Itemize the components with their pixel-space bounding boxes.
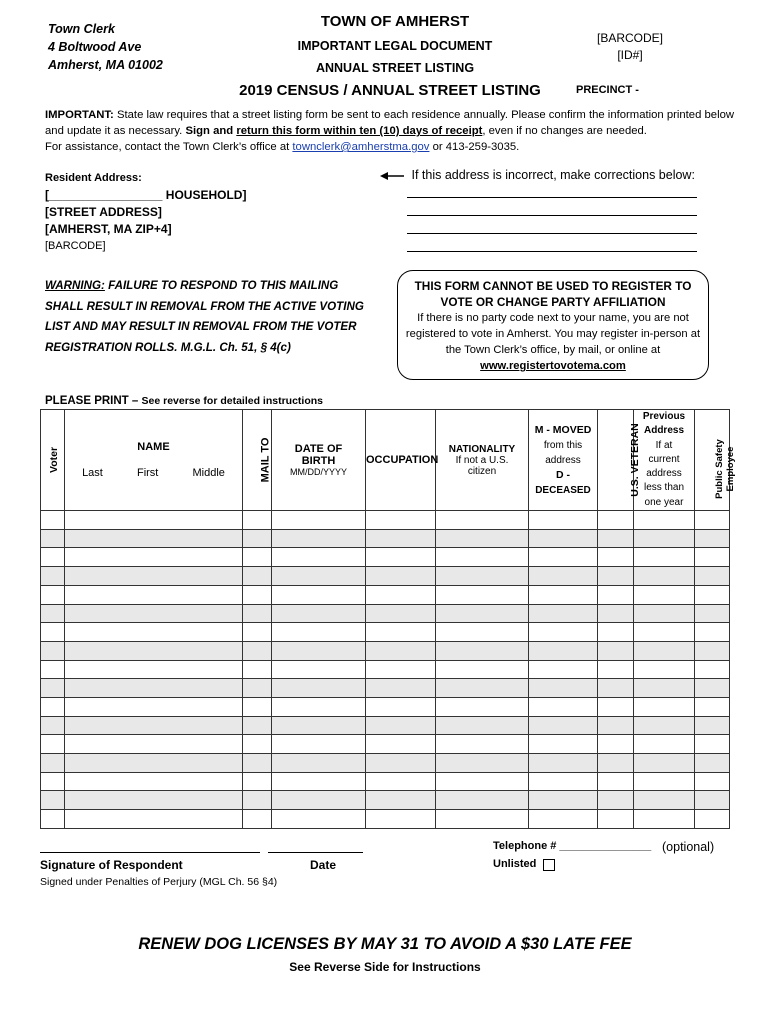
col-previous-address: [634, 410, 695, 511]
left-arrow-icon: [380, 171, 404, 181]
table-row[interactable]: [41, 641, 730, 660]
clerk-city: Amherst, MA 01002: [48, 58, 163, 72]
resident-table: [40, 409, 736, 829]
dob-label-2: BIRTH: [301, 455, 336, 468]
voter-label: Voter: [48, 447, 61, 474]
notice-body: If there is no party code next to your name, you are not registered to vote in Amherst. You may register in-person at the Town Clerk’s office, by mail, or online at: [405, 312, 701, 356]
nationality-sub-1: If not a U.S.: [455, 454, 509, 466]
prev-sub-1: If at: [655, 439, 673, 451]
registration-notice-box: [397, 270, 709, 380]
please-print: [45, 395, 323, 407]
moved-sub-1: from this: [543, 439, 583, 451]
city-line: [AMHERST, MA ZIP+4]: [45, 222, 172, 236]
please-print-label: PLEASE PRINT –: [45, 395, 139, 407]
table-header: [41, 410, 730, 511]
prev-sub-4: less than: [643, 482, 685, 494]
col-voter: [41, 410, 65, 511]
notice-title-2: VOTE OR CHANGE PARTY AFFILIATION: [440, 295, 666, 309]
table-row[interactable]: [41, 697, 730, 716]
date-label: Date: [310, 858, 337, 872]
col-public-safety: [695, 410, 736, 511]
doc-type: IMPORTANT LEGAL DOCUMENT: [297, 39, 493, 53]
precinct: PRECINCT -: [576, 84, 639, 96]
mail-to-label: MAIL TO: [259, 437, 272, 483]
col-occupation: [366, 410, 439, 511]
col-name: [65, 410, 243, 511]
name-label: NAME: [137, 441, 170, 454]
table-row[interactable]: [41, 679, 730, 698]
prev-sub-3: address: [646, 468, 682, 480]
safety-label-1: Public Safety: [713, 439, 725, 499]
correction-line-3[interactable]: [407, 233, 697, 234]
household-line: [_________________ HOUSEHOLD]: [45, 188, 247, 202]
street-line: [STREET ADDRESS]: [45, 205, 162, 219]
table-row[interactable]: [41, 511, 730, 530]
important-text2: , even if no changes are needed.: [482, 125, 647, 137]
correction-line-2[interactable]: [407, 215, 697, 216]
resident-label: Resident Address:: [45, 172, 142, 184]
optional-label: (optional): [662, 840, 715, 854]
table-row[interactable]: [41, 623, 730, 642]
town-title: TOWN OF AMHERST: [320, 13, 470, 30]
signature-label: Signature of Respondent: [40, 858, 183, 872]
table-row[interactable]: [41, 660, 730, 679]
table-row[interactable]: [41, 810, 730, 829]
nationality-sub-2: citizen: [467, 465, 497, 477]
dog-license-notice: RENEW DOG LICENSES BY MAY 31 TO AVOID A $30 LATE FEE: [138, 935, 632, 953]
table-row[interactable]: [41, 567, 730, 586]
first-label: First: [136, 467, 159, 480]
correction-prompt: [380, 168, 695, 182]
warning-label: WARNING:: [45, 279, 105, 292]
deceased-label: DECEASED: [535, 484, 591, 496]
occupation-label: OCCUPATION: [366, 454, 439, 467]
notice-title-1: THIS FORM CANNOT BE USED TO REGISTER TO: [414, 279, 692, 293]
deceased-d-label: D -: [556, 468, 570, 481]
clerk-address: [48, 20, 163, 74]
resident-address: [45, 170, 246, 255]
id-text: [ID#]: [617, 48, 643, 62]
col-dob: [272, 410, 366, 511]
correction-text: If this address is incorrect, make corrections below:: [411, 168, 695, 182]
reverse-side-note: See Reverse Side for Instructions: [289, 960, 481, 974]
register-url[interactable]: www.registertovotema.com: [480, 360, 626, 372]
col-moved: [529, 410, 598, 511]
prev-label-2: Address: [643, 425, 684, 437]
warning-body: FAILURE TO RESPOND TO THIS MAILING SHALL RESULT IN REMOVAL FROM THE ACTIVE VOTING LIST AND MAY RESULT IN REMOVAL FROM THE VOTER REGISTRATION ROLLS. M.G.L. Ch. 51, § 4(c): [45, 279, 364, 354]
unlisted-checkbox[interactable]: [543, 859, 555, 871]
correction-line-1[interactable]: [407, 197, 697, 198]
public-safety-label: [714, 439, 736, 499]
prev-sub-5: one year: [644, 496, 684, 508]
table-row[interactable]: [41, 791, 730, 810]
nationality-label: NATIONALITY: [448, 443, 516, 455]
telephone-field[interactable]: Telephone # _______________: [493, 840, 652, 852]
moved-sub-2: address: [545, 454, 581, 466]
important-notice: [45, 107, 735, 155]
clerk-title: Town Clerk: [48, 22, 115, 36]
correction-line-4[interactable]: [407, 251, 697, 252]
table-row[interactable]: [41, 716, 730, 735]
dob-format: MM/DD/YYYY: [289, 467, 347, 478]
col-nationality: [436, 410, 529, 511]
veteran-label: U.S. VETERAN: [628, 423, 641, 497]
return-text: return this form within ten (10) days of receipt: [236, 125, 483, 137]
prev-label-1: Previous: [642, 411, 686, 422]
clerk-street: 4 Boltwood Ave: [48, 40, 142, 54]
date-line[interactable]: [268, 852, 363, 853]
perjury-note: Signed under Penalties of Perjury (MGL Ch. 56 §4): [40, 876, 278, 888]
table-row[interactable]: [41, 548, 730, 567]
safety-label-2: Employee: [724, 446, 736, 492]
phone-text: or 413-259-3035.: [432, 141, 520, 153]
table-row[interactable]: [41, 735, 730, 754]
table-row[interactable]: [41, 754, 730, 773]
important-label: IMPORTANT:: [45, 109, 114, 121]
table-row[interactable]: [41, 529, 730, 548]
last-label: Last: [82, 467, 103, 480]
barcode-text: [BARCODE]: [596, 31, 663, 45]
email-link[interactable]: townclerk@amherstma.gov: [292, 141, 430, 153]
sign-text: Sign and: [185, 125, 234, 137]
middle-label: Middle: [192, 467, 225, 480]
unlisted-label: Unlisted: [493, 858, 537, 870]
listing-title: ANNUAL STREET LISTING: [315, 61, 475, 75]
dob-label-1: DATE OF: [294, 443, 343, 456]
header-barcode: [590, 30, 670, 64]
important-text: State law requires that a street listing form be sent to each residence annually. Please confirm the information printed below and update it as necessary.: [45, 109, 735, 137]
resident-barcode: [BARCODE]: [45, 240, 106, 252]
table-row[interactable]: [41, 585, 730, 604]
please-print-sub: See reverse for detailed instructions: [141, 395, 323, 407]
moved-label: M - MOVED: [534, 423, 592, 436]
col-veteran: [598, 410, 641, 511]
table-row[interactable]: [41, 772, 730, 791]
assist-text: For assistance, contact the Town Clerk’s office at: [45, 141, 290, 153]
col-mail-to: [243, 410, 272, 511]
signature-line[interactable]: [40, 852, 260, 853]
form-title: 2019 CENSUS / ANNUAL STREET LISTING: [239, 82, 541, 99]
prev-sub-2: current: [648, 453, 680, 465]
table-row[interactable]: [41, 604, 730, 623]
warning-text: [45, 276, 375, 358]
